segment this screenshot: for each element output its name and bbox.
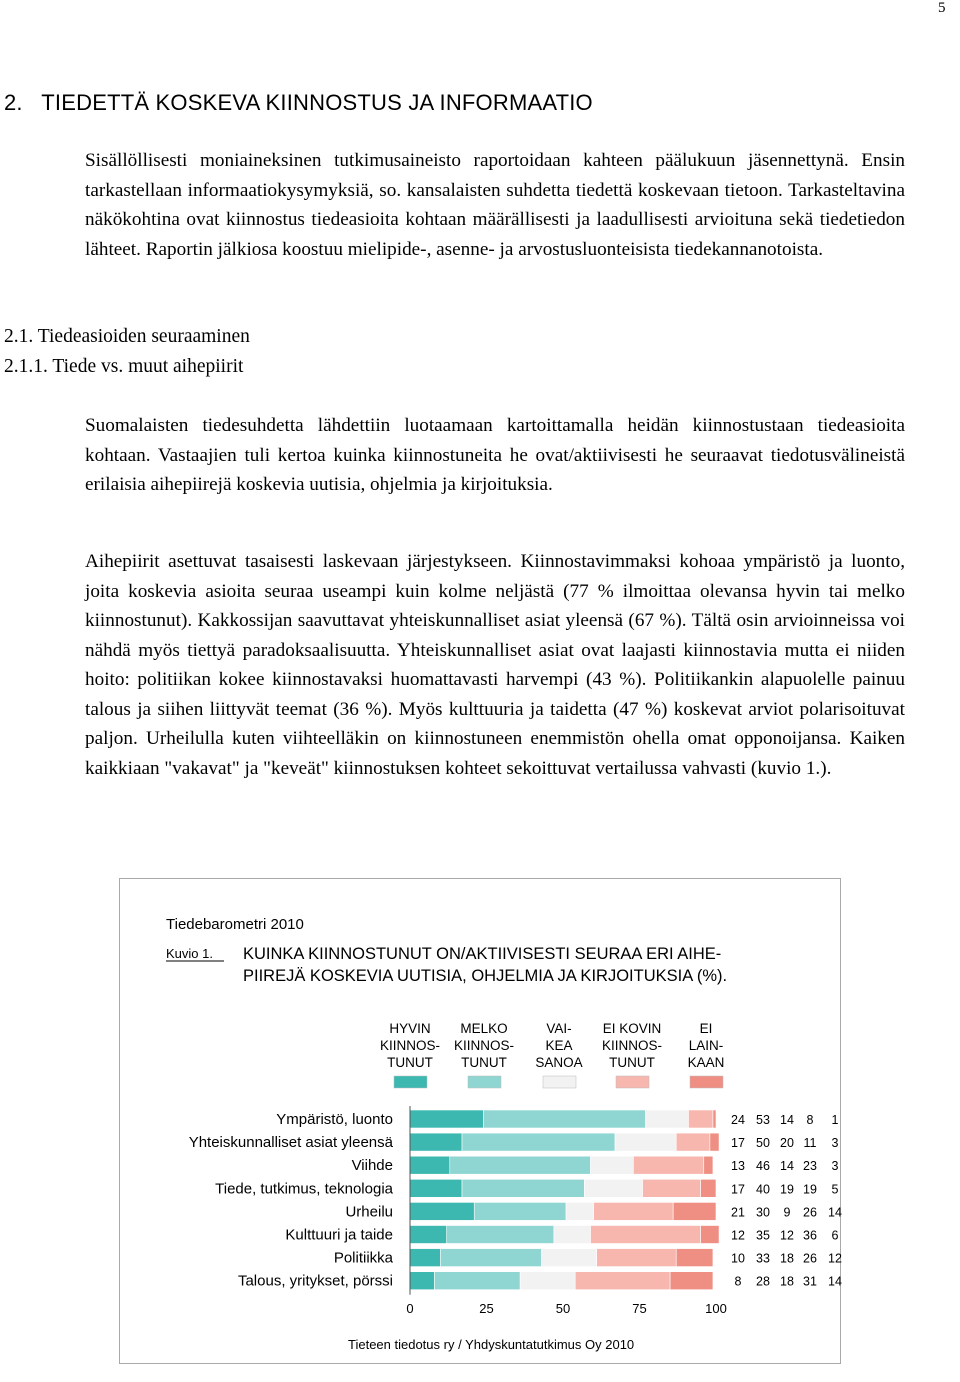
- bar-segment: [410, 1133, 462, 1151]
- value-label: 26: [803, 1205, 817, 1220]
- category-label: Urheilu: [345, 1203, 393, 1221]
- legend-label: TUNUT: [387, 1055, 433, 1070]
- bar-segment: [410, 1249, 441, 1267]
- value-label: 1: [831, 1113, 839, 1127]
- value-label: 31: [803, 1274, 817, 1289]
- category-label: Kulttuuri ja taide: [285, 1226, 393, 1244]
- bar-segment: [646, 1110, 689, 1128]
- bar-segment: [450, 1156, 591, 1174]
- legend-swatch: [690, 1076, 723, 1088]
- bar-segment: [633, 1156, 703, 1174]
- legend-swatch: [616, 1076, 649, 1088]
- bar-segment: [676, 1133, 710, 1151]
- value-label: 6: [831, 1228, 839, 1243]
- value-label: 14: [780, 1113, 794, 1127]
- x-tick-label: 0: [406, 1301, 414, 1316]
- value-label: 12: [731, 1228, 745, 1243]
- bar-segment: [676, 1249, 713, 1267]
- bar-segment: [701, 1226, 719, 1244]
- value-label: 3: [831, 1159, 839, 1174]
- value-label: 18: [780, 1274, 794, 1289]
- value-label: 53: [756, 1113, 770, 1127]
- bar-segment: [554, 1226, 591, 1244]
- bar-segment: [670, 1272, 713, 1290]
- value-label: 20: [780, 1136, 794, 1151]
- legend-label: KIINNOS-: [379, 1038, 441, 1053]
- figure-frame: [119, 878, 841, 1364]
- section-heading: 2. TIEDETTÄ KOSKEVA KIINNOSTUS JA INFORMAATIO: [4, 90, 593, 115]
- legend-label: HYVIN: [389, 1021, 431, 1036]
- x-tick-label: 50: [555, 1301, 571, 1316]
- legend-label: TUNUT: [461, 1055, 507, 1070]
- category-label: Politiikka: [333, 1249, 393, 1267]
- value-label: 12: [828, 1251, 842, 1266]
- value-label: 30: [756, 1205, 770, 1220]
- legend-label: KEA: [545, 1038, 573, 1053]
- category-label: Viihde: [351, 1157, 393, 1175]
- bar-segment: [410, 1179, 462, 1197]
- intro-paragraph: Sisällöllisesti moniaineksinen tutkimusaineisto raportoidaan kahteen päälukuun jäsennettynä. Ensin tarkastellaan informaatiokysymyksiä, so. kansalaisten suhdetta tiedettä koskevaan tietoon. Tarkasteltavina näkökohtina ovat kiinnostus tiedeasioita kohtaan määrällisesti ja laadullisesti arvioituna sekä tiedetiedon lähteet. Raportin jälkiosa koostuu mielipide-, asenne- ja arvostusluonteisista tiedekannanotoista.: [85, 150, 905, 260]
- bar-segment: [704, 1156, 713, 1174]
- bar-segment: [474, 1202, 566, 1220]
- legend-label: MELKO: [460, 1021, 508, 1036]
- bar-segment: [710, 1133, 719, 1151]
- bar-segment: [673, 1202, 716, 1220]
- value-label: 17: [731, 1136, 745, 1151]
- legend-swatch: [543, 1076, 576, 1088]
- figure-label: Kuvio 1.: [166, 946, 213, 961]
- value-label: 14: [780, 1159, 794, 1174]
- value-label: 3: [831, 1136, 839, 1151]
- legend-label: LAIN-: [688, 1038, 724, 1053]
- value-label: 8: [806, 1113, 814, 1127]
- value-label: 26: [803, 1251, 817, 1266]
- bar-segment: [462, 1179, 584, 1197]
- value-label: 35: [756, 1228, 770, 1243]
- bar-segment: [520, 1272, 575, 1290]
- bar-segment: [410, 1110, 483, 1128]
- value-label: 23: [803, 1159, 817, 1174]
- category-label: Ympäristö, luonto: [276, 1111, 393, 1128]
- category-label: Tiede, tutkimus, teknologia: [215, 1180, 393, 1198]
- legend-label: KAAN: [687, 1055, 725, 1070]
- bar-segment: [701, 1179, 716, 1197]
- chart-title-line: KUINKA KIINNOSTUNUT ON/AKTIIVISESTI SEURAA ERI AIHE-: [243, 945, 722, 963]
- stacked-bar-chart: [120, 879, 840, 1363]
- value-label: 14: [828, 1274, 842, 1289]
- legend-swatch: [394, 1076, 427, 1088]
- legend-label: EI: [699, 1021, 713, 1036]
- bar-segment: [713, 1110, 716, 1128]
- bar-segment: [441, 1249, 542, 1267]
- value-label: 18: [780, 1251, 794, 1266]
- value-label: 17: [731, 1182, 745, 1197]
- value-label: 11: [803, 1136, 817, 1151]
- value-label: 24: [731, 1113, 745, 1127]
- value-label: 50: [756, 1136, 770, 1151]
- value-label: 5: [831, 1182, 839, 1197]
- legend-label: VAI-: [546, 1021, 572, 1036]
- x-tick-label: 25: [479, 1301, 494, 1316]
- value-label: 28: [756, 1274, 770, 1289]
- value-label: 12: [780, 1228, 794, 1243]
- value-label: 21: [731, 1205, 745, 1220]
- bar-segment: [615, 1133, 676, 1151]
- x-tick-label: 100: [705, 1301, 727, 1316]
- bar-segment: [591, 1226, 701, 1244]
- legend-label: KIINNOS-: [601, 1038, 663, 1053]
- bar-segment: [434, 1272, 520, 1290]
- bar-segment: [410, 1156, 450, 1174]
- value-label: 9: [783, 1205, 791, 1220]
- bar-segment: [410, 1272, 434, 1290]
- value-label: 19: [803, 1182, 817, 1197]
- value-label: 33: [756, 1251, 770, 1266]
- legend-label: SANOA: [535, 1055, 583, 1070]
- subsubsection-heading: 2.1.1. Tiede vs. muut aihepiirit: [4, 356, 244, 377]
- chart-title-line: PIIREJÄ KOSKEVIA UUTISIA, OHJELMIA JA KIRJOITUKSIA (%).: [243, 967, 728, 985]
- bar-segment: [597, 1249, 677, 1267]
- legend-label: TUNUT: [609, 1055, 655, 1070]
- chart-header: Tiedebarometri 2010: [166, 916, 304, 933]
- bar-segment: [566, 1202, 594, 1220]
- results-paragraph: Aihepiirit asettuvat tasaisesti laskevaan järjestykseen. Kiinnostavimmaksi kohoaa ympäristö ja luonto, joita koskevia asioita seuraa useampi kuin kolme neljästä (77 % ilmoittaa olevansa hyvin tai melko kiinnostunut). Kakkossijan saavuttavat yhteiskunnalliset asiat yleensä (67 %). Tältä osin arvioinneissa voi nähdä myös tiettyä paradoksaalisuutta. Yhteiskunnalliset asiat ovat laajasti kiinnostavia mutta ei niiden hoito: politiikan kokee kiinnostavaksi huomattavasti harvempi (43 %). Politiikankin alapuolelle painuu talous ja siihen liittyvät teemat (36 %). Myös kulttuuria ja taidetta (47 %) koskevat arviot polarisoituvat paljon. Urheilulla kuten viihteelläkin on kiinnostuneen enemmistön ohella omat opponoijansa. Kaiken kaikkiaan "vakavat" ja "keveät" kiinnostuksen kohteet sekoittuvat vertailussa vahvasti (kuvio 1.).: [85, 551, 905, 779]
- x-tick-label: 75: [632, 1301, 647, 1316]
- value-label: 19: [780, 1182, 794, 1197]
- bar-segment: [591, 1156, 634, 1174]
- page-number: 5: [938, 0, 946, 16]
- value-label: 10: [731, 1251, 745, 1266]
- bar-segment: [542, 1249, 597, 1267]
- bar-segment: [447, 1226, 554, 1244]
- bar-segment: [643, 1179, 701, 1197]
- bar-segment: [483, 1110, 645, 1128]
- legend-label: EI KOVIN: [602, 1021, 662, 1036]
- bar-segment: [575, 1272, 670, 1290]
- value-label: 36: [803, 1228, 817, 1243]
- value-label: 14: [828, 1205, 842, 1220]
- value-label: 46: [756, 1159, 770, 1174]
- value-label: 13: [731, 1159, 745, 1174]
- subsection-heading: 2.1. Tiedeasioiden seuraaminen: [4, 326, 250, 347]
- category-label: Talous, yritykset, pörssi: [237, 1272, 393, 1290]
- bar-segment: [688, 1110, 712, 1128]
- value-label: 40: [756, 1182, 770, 1197]
- legend-label: KIINNOS-: [453, 1038, 515, 1053]
- bar-segment: [594, 1202, 674, 1220]
- bar-segment: [462, 1133, 615, 1151]
- method-paragraph: Suomalaisten tiedesuhdetta lähdettiin luotaamaan kartoittamalla heidän kiinnostustaan tiedeasioita kohtaan. Vastaajien tuli kertoa kuinka kiinnostuneita he ovat/aktiivisesti he seuraavat tiedotusvälineistä erilaisia aihepiirejä koskevia uutisia, ohjelmia ja kirjoituksia.: [85, 415, 905, 495]
- bar-segment: [410, 1226, 447, 1244]
- bar-segment: [410, 1202, 474, 1220]
- bar-segment: [584, 1179, 642, 1197]
- category-label: Yhteiskunnalliset asiat yleensä: [188, 1134, 393, 1152]
- chart-source: Tieteen tiedotus ry / Yhdyskuntatutkimus Oy 2010: [348, 1337, 635, 1352]
- value-label: 8: [734, 1274, 742, 1289]
- legend-swatch: [468, 1076, 501, 1088]
